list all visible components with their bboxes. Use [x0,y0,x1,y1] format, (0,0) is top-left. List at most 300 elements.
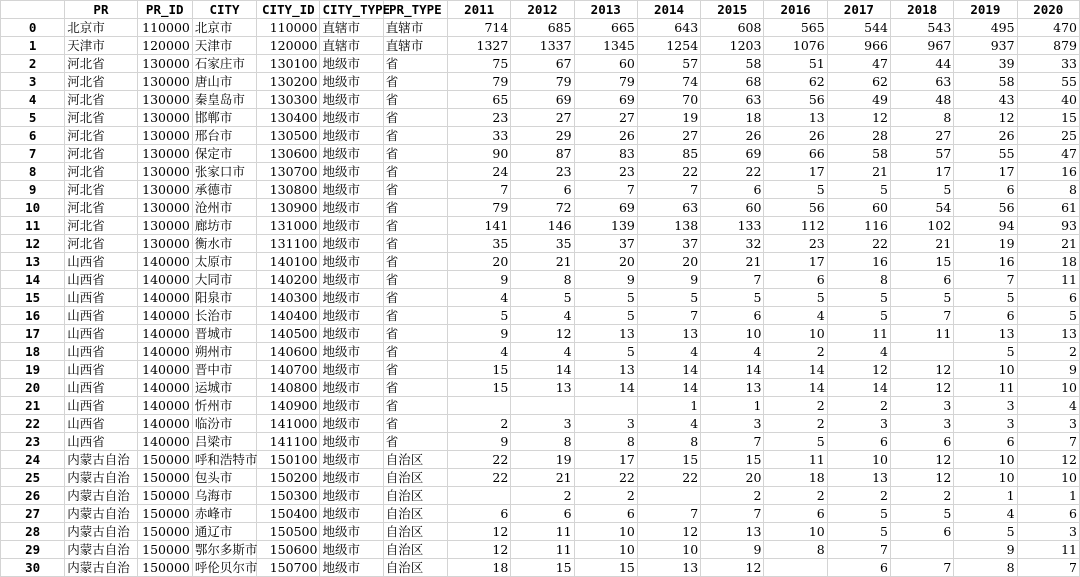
cell[interactable]: 21 [1017,235,1079,253]
cell[interactable]: 山西省 [65,289,137,307]
cell[interactable]: 赤峰市 [192,505,256,523]
column-header[interactable]: 2013 [574,1,637,19]
cell[interactable]: 临汾市 [192,415,256,433]
cell[interactable]: 地级市 [320,145,383,163]
cell[interactable]: 33 [1017,55,1079,73]
row-index[interactable]: 18 [1,343,65,361]
cell[interactable]: 27 [637,127,700,145]
cell[interactable]: 16 [954,253,1017,271]
cell[interactable]: 石家庄市 [192,55,256,73]
cell[interactable]: 7 [701,505,764,523]
cell[interactable]: 6 [1017,289,1079,307]
cell[interactable]: 地级市 [320,199,383,217]
column-header[interactable]: 2017 [827,1,890,19]
cell[interactable]: 呼和浩特市 [192,451,256,469]
cell[interactable]: 130200 [257,73,320,91]
cell[interactable]: 省 [383,73,447,91]
cell[interactable]: 山西省 [65,433,137,451]
row-index[interactable]: 21 [1,397,65,415]
cell[interactable]: 141000 [257,415,320,433]
cell[interactable]: 65 [448,91,511,109]
cell[interactable]: 5 [891,289,954,307]
cell[interactable]: 忻州市 [192,397,256,415]
cell[interactable]: 河北省 [65,199,137,217]
cell[interactable]: 8 [574,433,637,451]
cell[interactable]: 40 [1017,91,1079,109]
row-index[interactable]: 3 [1,73,65,91]
cell[interactable]: 37 [637,235,700,253]
cell[interactable]: 140800 [257,379,320,397]
cell[interactable]: 阳泉市 [192,289,256,307]
cell[interactable]: 7 [701,271,764,289]
cell[interactable]: 山西省 [65,253,137,271]
cell[interactable]: 6 [1017,505,1079,523]
cell[interactable]: 17 [764,253,827,271]
cell[interactable]: 140000 [137,397,192,415]
cell[interactable]: 5 [1017,307,1079,325]
cell[interactable]: 13 [701,379,764,397]
cell[interactable]: 6 [954,433,1017,451]
cell[interactable]: 685 [511,19,574,37]
cell[interactable]: 10 [764,325,827,343]
cell[interactable]: 131100 [257,235,320,253]
cell[interactable]: 150000 [137,523,192,541]
cell[interactable]: 省 [383,415,447,433]
cell[interactable]: 13 [1017,325,1079,343]
cell[interactable]: 140000 [137,253,192,271]
cell[interactable]: 6 [764,271,827,289]
row-index[interactable]: 11 [1,217,65,235]
cell[interactable]: 69 [511,91,574,109]
cell[interactable]: 140300 [257,289,320,307]
cell[interactable]: 6 [891,523,954,541]
cell[interactable]: 28 [827,127,890,145]
cell[interactable]: 7 [1017,559,1079,577]
cell[interactable]: 6 [891,433,954,451]
cell[interactable]: 6 [448,505,511,523]
cell[interactable]: 3 [954,415,1017,433]
cell[interactable]: 11 [954,379,1017,397]
cell[interactable]: 山西省 [65,415,137,433]
cell[interactable]: 河北省 [65,127,137,145]
cell[interactable]: 130400 [257,109,320,127]
cell[interactable]: 140000 [137,415,192,433]
cell[interactable]: 5 [574,289,637,307]
cell[interactable]: 27 [574,109,637,127]
cell[interactable]: 5 [827,289,890,307]
cell[interactable]: 6 [827,433,890,451]
cell[interactable]: 河北省 [65,181,137,199]
cell[interactable]: 120000 [257,37,320,55]
cell[interactable]: 15 [637,451,700,469]
cell[interactable]: 晋城市 [192,325,256,343]
cell[interactable]: 12 [891,361,954,379]
cell[interactable]: 120000 [137,37,192,55]
cell[interactable]: 47 [827,55,890,73]
cell[interactable]: 29 [511,127,574,145]
cell[interactable]: 省 [383,253,447,271]
cell[interactable]: 6 [511,505,574,523]
cell[interactable]: 省 [383,271,447,289]
cell[interactable]: 69 [701,145,764,163]
row-index[interactable]: 1 [1,37,65,55]
cell[interactable]: 55 [1017,73,1079,91]
cell[interactable] [448,487,511,505]
cell[interactable]: 51 [764,55,827,73]
row-index[interactable]: 26 [1,487,65,505]
cell[interactable]: 省 [383,289,447,307]
cell[interactable]: 地级市 [320,397,383,415]
cell[interactable]: 544 [827,19,890,37]
cell[interactable]: 地级市 [320,235,383,253]
cell[interactable]: 13 [637,559,700,577]
row-index[interactable]: 17 [1,325,65,343]
cell[interactable]: 晋中市 [192,361,256,379]
cell[interactable]: 内蒙古自治 [65,541,137,559]
cell[interactable]: 22 [574,469,637,487]
cell[interactable]: 5 [764,181,827,199]
cell[interactable]: 省 [383,199,447,217]
cell[interactable]: 140900 [257,397,320,415]
cell[interactable]: 21 [891,235,954,253]
cell[interactable]: 35 [448,235,511,253]
cell[interactable]: 56 [764,91,827,109]
cell[interactable]: 23 [511,163,574,181]
cell[interactable]: 内蒙古自治 [65,469,137,487]
cell[interactable]: 省 [383,145,447,163]
cell[interactable]: 79 [448,199,511,217]
cell[interactable]: 1327 [448,37,511,55]
cell[interactable]: 2 [511,487,574,505]
cell[interactable]: 11 [511,523,574,541]
cell[interactable]: 8 [511,271,574,289]
cell[interactable]: 地级市 [320,415,383,433]
cell[interactable]: 7 [827,541,890,559]
cell[interactable]: 13 [764,109,827,127]
cell[interactable]: 130700 [257,163,320,181]
cell[interactable]: 12 [891,469,954,487]
cell[interactable]: 河北省 [65,217,137,235]
cell[interactable]: 自治区 [383,451,447,469]
row-index[interactable]: 15 [1,289,65,307]
cell[interactable]: 14 [511,361,574,379]
cell[interactable]: 133 [701,217,764,235]
corner-header[interactable] [1,1,65,19]
row-index[interactable]: 19 [1,361,65,379]
row-index[interactable]: 25 [1,469,65,487]
cell[interactable]: 10 [637,541,700,559]
cell[interactable]: 地级市 [320,505,383,523]
cell[interactable]: 5 [954,343,1017,361]
cell[interactable]: 79 [448,73,511,91]
cell[interactable]: 3 [891,415,954,433]
cell[interactable]: 62 [764,73,827,91]
cell[interactable]: 21 [827,163,890,181]
cell[interactable]: 12 [827,109,890,127]
cell[interactable]: 5 [954,523,1017,541]
cell[interactable]: 地级市 [320,271,383,289]
row-index[interactable]: 24 [1,451,65,469]
cell[interactable]: 63 [891,73,954,91]
cell[interactable]: 直辖市 [320,37,383,55]
cell[interactable]: 自治区 [383,541,447,559]
cell[interactable]: 110000 [137,19,192,37]
cell[interactable]: 4 [511,343,574,361]
cell[interactable]: 63 [701,91,764,109]
cell[interactable]: 8 [637,433,700,451]
cell[interactable]: 1 [637,397,700,415]
cell[interactable]: 5 [637,289,700,307]
cell[interactable]: 14 [764,379,827,397]
cell[interactable]: 河北省 [65,145,137,163]
cell[interactable]: 15 [448,379,511,397]
column-header[interactable]: 2012 [511,1,574,19]
cell[interactable]: 61 [1017,199,1079,217]
cell[interactable]: 150300 [257,487,320,505]
row-index[interactable]: 22 [1,415,65,433]
cell[interactable]: 9 [448,271,511,289]
row-index[interactable]: 23 [1,433,65,451]
cell[interactable]: 内蒙古自治 [65,559,137,577]
row-index[interactable]: 30 [1,559,65,577]
row-index[interactable]: 20 [1,379,65,397]
cell[interactable] [891,343,954,361]
row-index[interactable]: 2 [1,55,65,73]
cell[interactable]: 地级市 [320,451,383,469]
cell[interactable]: 79 [574,73,637,91]
cell[interactable]: 130000 [137,109,192,127]
cell[interactable]: 地级市 [320,343,383,361]
cell[interactable]: 省 [383,433,447,451]
column-header[interactable]: 2014 [637,1,700,19]
cell[interactable]: 130000 [137,235,192,253]
cell[interactable]: 10 [827,451,890,469]
cell[interactable]: 13 [954,325,1017,343]
cell[interactable]: 保定市 [192,145,256,163]
cell[interactable]: 乌海市 [192,487,256,505]
cell[interactable]: 470 [1017,19,1079,37]
cell[interactable]: 16 [827,253,890,271]
cell[interactable]: 天津市 [65,37,137,55]
column-header[interactable]: 2018 [891,1,954,19]
cell[interactable]: 4 [637,415,700,433]
cell[interactable]: 69 [574,91,637,109]
cell[interactable]: 130000 [137,91,192,109]
cell[interactable]: 150000 [137,559,192,577]
cell[interactable]: 1337 [511,37,574,55]
cell[interactable]: 43 [954,91,1017,109]
cell[interactable]: 66 [764,145,827,163]
cell[interactable]: 62 [827,73,890,91]
cell[interactable]: 18 [1017,253,1079,271]
cell[interactable]: 10 [764,523,827,541]
cell[interactable]: 5 [448,307,511,325]
cell[interactable]: 140700 [257,361,320,379]
cell[interactable]: 2 [891,487,954,505]
cell[interactable]: 13 [574,361,637,379]
cell[interactable]: 495 [954,19,1017,37]
cell[interactable]: 地级市 [320,217,383,235]
cell[interactable]: 69 [574,199,637,217]
column-header[interactable]: PR [65,1,137,19]
cell[interactable]: 130500 [257,127,320,145]
cell[interactable]: 6 [764,505,827,523]
cell[interactable]: 邢台市 [192,127,256,145]
cell[interactable]: 河北省 [65,163,137,181]
cell[interactable]: 通辽市 [192,523,256,541]
cell[interactable]: 33 [448,127,511,145]
cell[interactable]: 10 [574,523,637,541]
cell[interactable]: 5 [827,505,890,523]
cell[interactable]: 79 [511,73,574,91]
cell[interactable]: 地级市 [320,559,383,577]
cell[interactable]: 5 [764,289,827,307]
cell[interactable]: 12 [1017,451,1079,469]
cell[interactable]: 省 [383,325,447,343]
cell[interactable]: 18 [764,469,827,487]
row-index[interactable]: 7 [1,145,65,163]
cell[interactable]: 省 [383,163,447,181]
cell[interactable]: 直辖市 [320,19,383,37]
cell[interactable]: 河北省 [65,109,137,127]
cell[interactable]: 省 [383,343,447,361]
cell[interactable]: 10 [954,469,1017,487]
cell[interactable]: 7 [637,181,700,199]
cell[interactable]: 1 [701,397,764,415]
cell[interactable]: 8 [954,559,1017,577]
cell[interactable]: 5 [574,307,637,325]
cell[interactable]: 8 [511,433,574,451]
cell[interactable]: 13 [701,523,764,541]
cell[interactable]: 23 [764,235,827,253]
cell[interactable]: 省 [383,379,447,397]
cell[interactable]: 省 [383,235,447,253]
cell[interactable]: 72 [511,199,574,217]
row-index[interactable]: 9 [1,181,65,199]
cell[interactable]: 省 [383,181,447,199]
cell[interactable]: 63 [637,199,700,217]
cell[interactable]: 鄂尔多斯市 [192,541,256,559]
cell[interactable]: 2 [764,487,827,505]
cell[interactable]: 1076 [764,37,827,55]
cell[interactable]: 130300 [257,91,320,109]
cell[interactable]: 4 [954,505,1017,523]
cell[interactable]: 6 [891,271,954,289]
row-index[interactable]: 0 [1,19,65,37]
cell[interactable]: 张家口市 [192,163,256,181]
cell[interactable]: 3 [891,397,954,415]
cell[interactable]: 25 [1017,127,1079,145]
cell[interactable]: 16 [1017,163,1079,181]
row-index[interactable]: 12 [1,235,65,253]
cell[interactable]: 18 [701,109,764,127]
cell[interactable]: 150000 [137,451,192,469]
cell[interactable]: 9 [448,433,511,451]
cell[interactable]: 879 [1017,37,1079,55]
column-header[interactable]: CITY [192,1,256,19]
cell[interactable]: 1 [954,487,1017,505]
cell[interactable]: 8 [891,109,954,127]
cell[interactable]: 21 [511,253,574,271]
cell[interactable]: 70 [637,91,700,109]
cell[interactable]: 140400 [257,307,320,325]
cell[interactable]: 35 [511,235,574,253]
cell[interactable]: 7 [701,433,764,451]
cell[interactable]: 包头市 [192,469,256,487]
cell[interactable]: 68 [701,73,764,91]
cell[interactable]: 32 [701,235,764,253]
cell[interactable]: 14 [637,379,700,397]
cell[interactable]: 6 [827,559,890,577]
cell[interactable]: 14 [637,361,700,379]
cell[interactable]: 150200 [257,469,320,487]
cell[interactable]: 17 [954,163,1017,181]
row-index[interactable]: 8 [1,163,65,181]
cell[interactable]: 太原市 [192,253,256,271]
cell[interactable]: 5 [891,181,954,199]
cell[interactable]: 4 [511,307,574,325]
cell[interactable]: 130900 [257,199,320,217]
cell[interactable]: 966 [827,37,890,55]
cell[interactable]: 2 [574,487,637,505]
cell[interactable]: 省 [383,397,447,415]
cell[interactable]: 20 [637,253,700,271]
cell[interactable]: 19 [511,451,574,469]
cell[interactable]: 河北省 [65,73,137,91]
cell[interactable]: 8 [827,271,890,289]
cell[interactable]: 地级市 [320,379,383,397]
column-header[interactable]: CITY_TYPE [320,1,383,19]
cell[interactable]: 83 [574,145,637,163]
cell[interactable]: 102 [891,217,954,235]
cell[interactable]: 94 [954,217,1017,235]
cell[interactable]: 4 [701,343,764,361]
cell[interactable]: 3 [511,415,574,433]
cell[interactable]: 地级市 [320,325,383,343]
cell[interactable] [511,397,574,415]
cell[interactable]: 5 [827,181,890,199]
cell[interactable]: 87 [511,145,574,163]
cell[interactable]: 12 [954,109,1017,127]
cell[interactable]: 26 [574,127,637,145]
cell[interactable]: 130600 [257,145,320,163]
cell[interactable]: 150000 [137,505,192,523]
cell[interactable]: 23 [448,109,511,127]
cell[interactable]: 22 [637,469,700,487]
cell[interactable] [574,397,637,415]
cell[interactable]: 内蒙古自治 [65,523,137,541]
row-index[interactable]: 16 [1,307,65,325]
cell[interactable]: 24 [448,163,511,181]
cell[interactable]: 130000 [137,181,192,199]
column-header[interactable]: 2019 [954,1,1017,19]
cell[interactable]: 15 [448,361,511,379]
cell[interactable]: 7 [891,559,954,577]
cell[interactable]: 139 [574,217,637,235]
cell[interactable]: 3 [1017,415,1079,433]
cell[interactable]: 内蒙古自治 [65,505,137,523]
row-index[interactable]: 6 [1,127,65,145]
cell[interactable]: 17 [891,163,954,181]
cell[interactable]: 26 [701,127,764,145]
cell[interactable]: 自治区 [383,469,447,487]
cell[interactable]: 13 [511,379,574,397]
cell[interactable]: 13 [574,325,637,343]
cell[interactable]: 140000 [137,307,192,325]
cell[interactable]: 44 [891,55,954,73]
cell[interactable]: 7 [448,181,511,199]
cell[interactable]: 沧州市 [192,199,256,217]
